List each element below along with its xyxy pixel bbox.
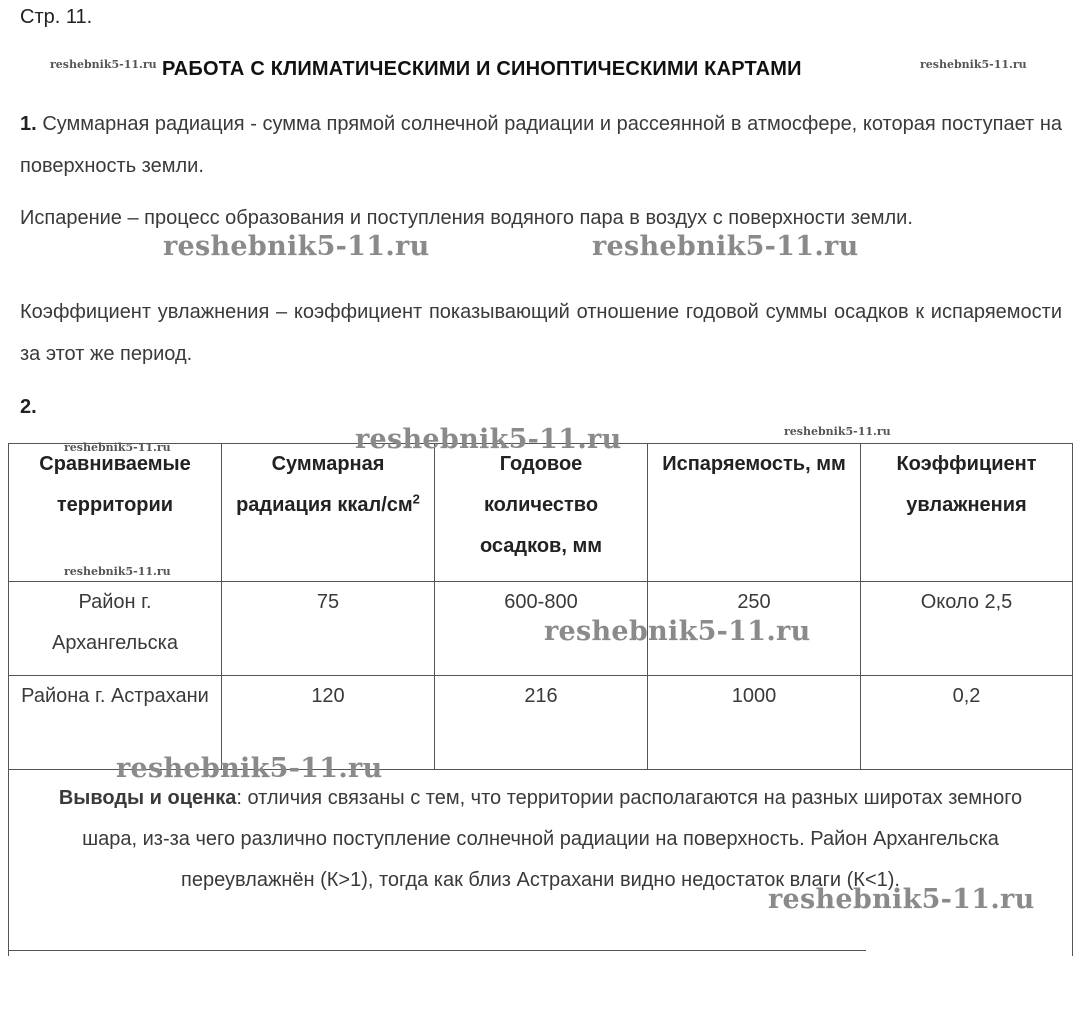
table-row bbox=[9, 582, 1073, 676]
header-cell: Годовое количество осадков, мм bbox=[435, 444, 648, 582]
conclusion-cell bbox=[9, 770, 1073, 957]
title-row bbox=[50, 56, 1050, 86]
table-cell: 120 bbox=[222, 676, 435, 770]
page-number: Стр. 11. bbox=[20, 6, 93, 28]
task-2-number: 2. bbox=[20, 396, 37, 418]
header-cell: Сравниваемые территории bbox=[9, 444, 222, 582]
watermark: reshebnik5-11.ru bbox=[64, 565, 171, 578]
page-title: РАБОТА С КЛИМАТИЧЕСКИМИ И СИНОПТИЧЕСКИМИ КАРТАМИ bbox=[162, 58, 802, 80]
table-cell: 75 bbox=[222, 582, 435, 676]
definition-text: Испарение – процесс образования и поступления водяного пара в воздух с поверхности земли. bbox=[20, 207, 913, 229]
table-cell: 1000 bbox=[648, 676, 861, 770]
watermark: reshebnik5-11.ru bbox=[50, 58, 157, 71]
conclusion-text: : отличия связаны с тем, что территории располагаются на разных широтах земного шара, из-за чего различно поступление солнечной радиации на поверхность. Район Архангельска переувлажнён (К>1), тогда как близ Астрахани видно недостаток влаги (К<1). bbox=[82, 787, 1023, 891]
table-cell: Около 2,5 bbox=[861, 582, 1073, 676]
conclusion-label: Выводы и оценка bbox=[58, 787, 237, 809]
table-cell: 250 bbox=[648, 582, 861, 676]
watermark: reshebnik5-11.ru bbox=[355, 424, 622, 455]
superscript: 2 bbox=[412, 491, 420, 507]
definition-total-radiation bbox=[20, 103, 1062, 187]
table-cell: Района г. Астрахани bbox=[9, 676, 222, 770]
definition-text: Коэффициент увлажнения – коэффициент показывающий отношение годовой суммы осадков к испаряемости за этот же период. bbox=[20, 301, 1062, 365]
table-cell: Район г. Архангельска bbox=[9, 582, 222, 676]
definition-humidity-coefficient bbox=[20, 291, 1062, 375]
watermark: reshebnik5-11.ru bbox=[784, 425, 891, 438]
watermark: reshebnik5-11.ru bbox=[920, 58, 1027, 71]
table-header-row bbox=[9, 444, 1073, 582]
header-cell bbox=[222, 444, 435, 582]
header-cell: Коэффициент увлажнения bbox=[861, 444, 1073, 582]
climate-comparison-table bbox=[8, 443, 1073, 956]
task-1-number: 1. bbox=[20, 113, 37, 135]
watermark: reshebnik5-11.ru bbox=[544, 616, 811, 647]
watermark: reshebnik5-11.ru bbox=[768, 884, 1035, 915]
watermark: reshebnik5-11.ru bbox=[64, 441, 171, 454]
table-cell: 600-800 bbox=[435, 582, 648, 676]
conclusion-row bbox=[9, 770, 1073, 957]
watermark: reshebnik5-11.ru bbox=[163, 231, 430, 262]
header-cell: Испаряемость, мм bbox=[648, 444, 861, 582]
table-cell: 216 bbox=[435, 676, 648, 770]
table-cell: 0,2 bbox=[861, 676, 1073, 770]
header-text: Суммарная радиация ккал/см bbox=[236, 453, 413, 516]
definition-text: Суммарная радиация - сумма прямой солнечной радиации и рассеянной в атмосфере, которая поступает на поверхность земли. bbox=[20, 113, 1063, 177]
table-bottom-border bbox=[8, 950, 866, 951]
watermark: reshebnik5-11.ru bbox=[592, 231, 859, 262]
watermark: reshebnik5-11.ru bbox=[116, 753, 383, 784]
